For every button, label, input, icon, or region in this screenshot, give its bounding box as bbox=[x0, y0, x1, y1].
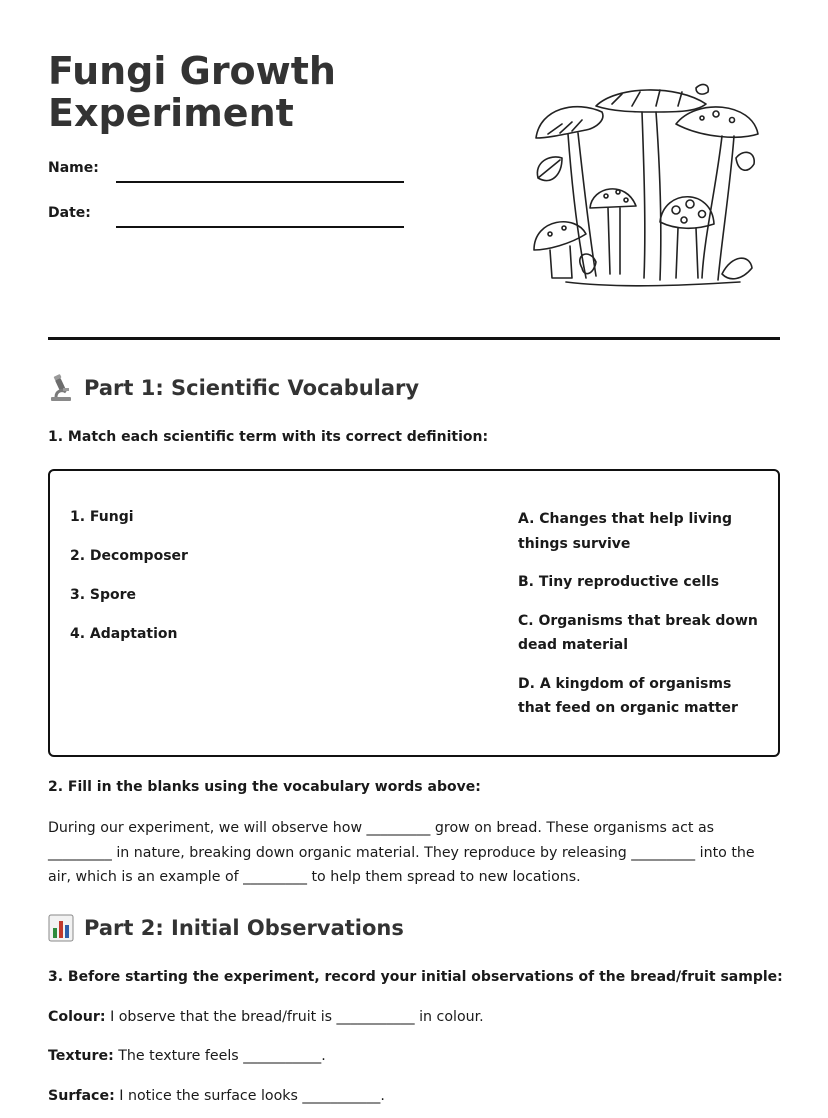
term-item: 4. Adaptation bbox=[70, 626, 178, 642]
question-2: 2. Fill in the blanks using the vocabulary words above: bbox=[48, 779, 481, 795]
definition-item: A. Changes that help living things survive bbox=[518, 511, 733, 552]
part1-title: Part 1: Scientific Vocabulary bbox=[84, 376, 420, 400]
term-item: 2. Decomposer bbox=[70, 548, 188, 564]
observation-label: Texture: bbox=[48, 1048, 114, 1064]
observation-label: Surface: bbox=[48, 1088, 115, 1104]
matching-box bbox=[48, 469, 780, 757]
term-item: 3. Spore bbox=[70, 587, 137, 603]
part2-heading bbox=[48, 914, 404, 942]
mushroom-illustration bbox=[526, 78, 762, 300]
part2-title: Part 2: Initial Observations bbox=[84, 916, 404, 940]
observation-colour bbox=[48, 1009, 484, 1025]
fill-in-paragraph: During our experiment, we will observe how _________ grow on bread. These organisms act as _________ in nature, breaking down organic material. They reproduce by releasing _________ into the air, which is an example of _________ to help them spread to new locations. bbox=[48, 820, 755, 885]
term-item: 1. Fungi bbox=[70, 509, 134, 525]
section-divider bbox=[48, 337, 780, 340]
observation-label: Colour: bbox=[48, 1009, 106, 1025]
observation-text: The texture feels ___________. bbox=[118, 1048, 326, 1064]
part1-heading bbox=[48, 374, 419, 402]
bar-chart-icon bbox=[48, 914, 74, 942]
observation-text: I observe that the bread/fruit is ___________ in colour. bbox=[110, 1009, 484, 1025]
question-3: 3. Before starting the experiment, record your initial observations of the bread/fruit sample: bbox=[48, 969, 783, 985]
question-1: 1. Match each scientific term with its correct definition: bbox=[48, 429, 489, 445]
date-label: Date: bbox=[48, 205, 91, 221]
name-label: Name: bbox=[48, 160, 99, 176]
definition-item: D. A kingdom of organisms that feed on organic matter bbox=[518, 675, 738, 716]
date-blank-line[interactable] bbox=[116, 226, 404, 228]
observation-surface bbox=[48, 1088, 385, 1104]
microscope-icon bbox=[48, 374, 74, 402]
page-title: Fungi Growth Experiment bbox=[48, 49, 336, 135]
worksheet-page bbox=[48, 0, 783, 1118]
definition-item: C. Organisms that break down dead material bbox=[518, 612, 758, 653]
observation-texture bbox=[48, 1048, 326, 1064]
definition-item: B. Tiny reproductive cells bbox=[518, 574, 720, 590]
name-blank-line[interactable] bbox=[116, 181, 404, 183]
terms-list bbox=[70, 507, 188, 663]
definitions-list bbox=[518, 507, 768, 735]
observation-text: I notice the surface looks ___________. bbox=[119, 1088, 385, 1104]
